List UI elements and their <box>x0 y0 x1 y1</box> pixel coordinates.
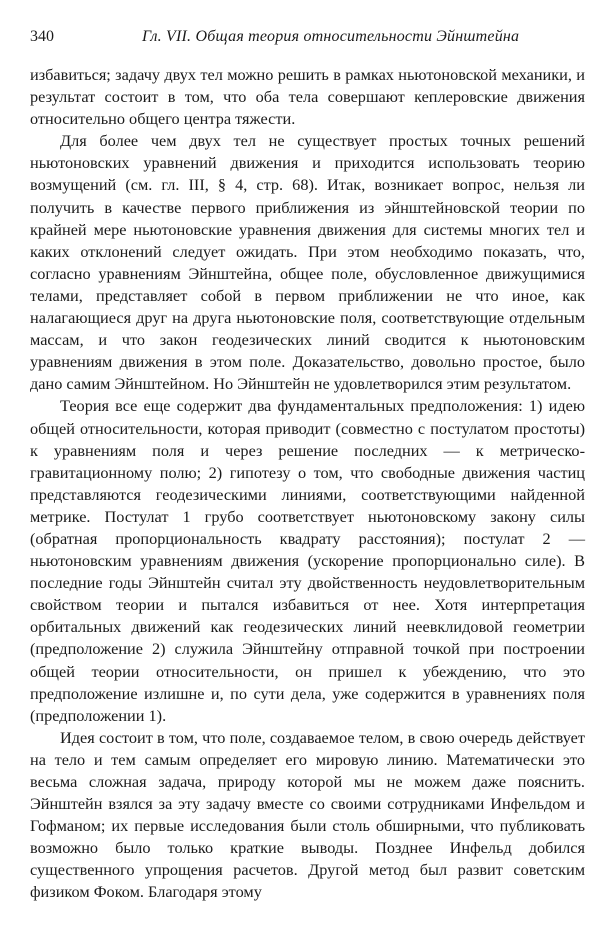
paragraph: Теория все еще содержит два фундаментальных предположения: 1) идею общей относительности, которая приводит (совместно с постулатом простоты) к уравнениям поля и через решение последних — к метрическо-гравитационному полю; 2) гипотезу о том, что свободные движения частиц представляются геодезическими линиями, соответствующими найденной метрике. Постулат 1 грубо соответствует ньютоновскому закону силы (обратная пропорциональность квадрату расстояния); постулат 2 — ньютоновским уравнениям движения (ускорение пропорционально силе). В последние годы Эйнштейн считал эту двойственность неудовлетворительным свойством теории и пытался избавиться от нее. Хотя интерпретация орбитальных движений как геодезических линий неевклидовой геометрии (предположение 2) служила Эйнштейну отправной точкой при построении общей теории относительности, он пришел к убеждению, что это предположение излишне и, по сути дела, уже содержится в уравнениях поля (предположении 1). <box>30 396 585 725</box>
chapter-title: Гл. VII. Общая теория относительности Эйнштейна <box>142 28 520 45</box>
page-number: 340 <box>30 28 54 45</box>
paragraph-continued: избавиться; задачу двух тел можно решить в рамках ньютоновской механики, и результат состоит в том, что оба тела совершают кеплеровские движения относительно общего центра тяжести. <box>30 65 585 129</box>
book-page <box>30 22 585 904</box>
paragraph: Идея состоит в том, что поле, создаваемое телом, в свою очередь действует на тело и тем самым определяет его мировую линию. Математически это весьма сложная задача, природу которой мы не можем даже пояснить. Эйнштейн взялся за эту задачу вместе со своими сотрудниками Инфельдом и Гофманом; их первые исследования были столь обширными, что публиковать возможно было только краткие выводы. Позднее Инфельд добился существенного упрощения расчетов. Другой метод был развит советским физиком Фоком. Благодаря этому <box>30 727 585 902</box>
body-text <box>30 64 585 904</box>
paragraph: Для более чем двух тел не существует простых точных решений ньютоновских уравнений движения и приходится использовать теорию возмущений (см. гл. III, § 4, стр. 68). Итак, возникает вопрос, нельзя ли получить в качестве первого приближения из эйнштейновской теории по крайней мере ньютоновские уравнения движения для системы многих тел и каких отклонений следует ожидать. При этом необходимо показать, что, согласно уравнениям Эйнштейна, общее поле, обусловленное движущимися телами, представляет собой в первом приближении не что иное, как налагающиеся друг на друга ньютоновские поля, соответствующие отдельным массам, и что закон геодезических линий сводится к ньютоновским уравнениям движения в этом поле. Доказательство, довольно простое, было дано самим Эйнштейном. Но Эйнштейн не удовлетворился этим результатом. <box>30 131 585 394</box>
running-header <box>30 22 585 52</box>
